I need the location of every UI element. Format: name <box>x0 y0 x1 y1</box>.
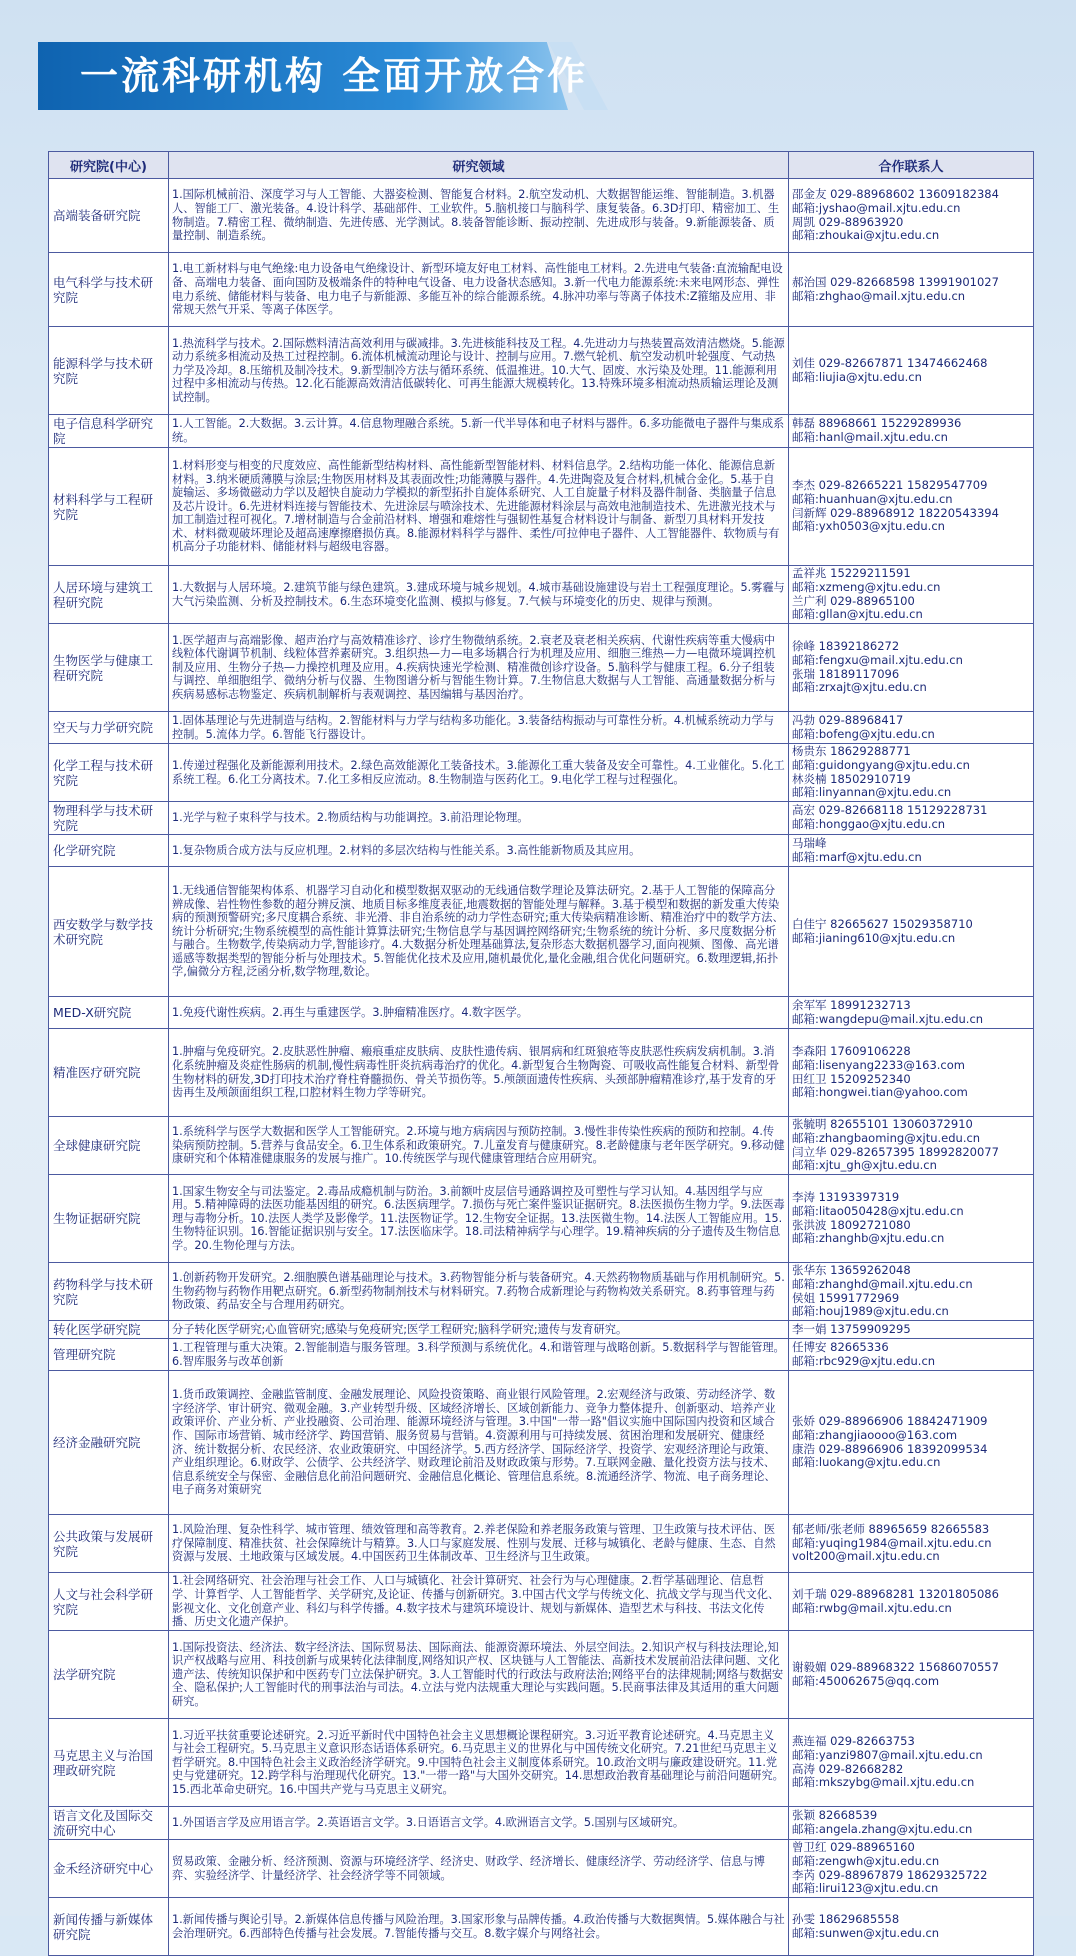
research-fields: 1.国际机械前沿、深度学习与人工智能、大器姿检测、智能复合材料。2.航空发动机、大数据智能运维、智能制造。3.机器人、智能工厂、激光装备。4.设计科学、基础部件、工业软件。5.脑机接口与脑科学、康复装备。6.3D打印、精密加工、生物制造。7.精密工程、微纳制造、先进传感、光学测试。8.装备智能诊断、振动控制、先进成形与装备。9.新能源装备、质量控制、制造系统。 <box>169 179 789 253</box>
contact-info: 孙雯 18629685558 邮箱:sunwen@xjtu.edu.cn <box>789 1898 1034 1956</box>
research-fields: 1.固体基理论与先进制造与结构。2.智能材料与力学与结构多功能化。3.装备结构振动与可靠性分析。4.机械系统动力学与控制。5.流体力学。6.智能飞行器设计。 <box>169 712 789 744</box>
table-row <box>49 1263 1034 1321</box>
institute-name: 人文与社会科学研究院 <box>49 1573 169 1631</box>
research-fields: 1.系统科学与医学大数据和医学人工智能研究。2.环境与地方病病因与预防控制。3.慢性非传染性疾病的预防和控制。4.传染病预防控制。5.营养与食品安全。6.卫生体系和政策研究。7.儿童发育与健康研究。8.老龄健康与老年医学研究。9.移动健康研究和个体精准健康服务的发展与推广。10.传统医学与现代健康管理结合应用研究。 <box>169 1117 789 1175</box>
institutes-table <box>48 151 1034 1956</box>
header-contact: 合作联系人 <box>789 152 1034 179</box>
institute-name: 西安数学与数学技术研究院 <box>49 867 169 997</box>
header-institute: 研究院(中心) <box>49 152 169 179</box>
contact-info: 张颖 82668539 邮箱:angela.zhang@xjtu.edu.cn <box>789 1807 1034 1840</box>
table-row <box>49 1807 1034 1840</box>
research-fields: 1.习近平扶贫重要论述研究。2.习近平新时代中国特色社会主义思想概论课程研究。3.习近平教育论述研究。4.马克思主义与社会工程研究。5.马克思主义意识形态话语体系研究。6.马克思主义的世界化与中国传统文化研究。7.21世纪马克思主义哲学研究。8.中国特色社会主义政治经济学研究。9.中国特色社会主义制度体系研究。10.政治文明与廉政建设研究。11.党史与党建研究。12.跨学科与治理现代化研究。13."一带一路"与大国外交研究。14.思想政治教育基础理论与前沿问题研究。15.西北革命史研究。16.中国共产党与马克思主义研究。 <box>169 1719 789 1807</box>
research-fields: 1.新闻传播与舆论引导。2.新媒体信息传播与风险治理。3.国家形象与品牌传播。4.政治传播与大数据舆情。5.媒体融合与社会治理研究。6.西部特色传播与社会发展。7.智能传播与交互。8.数字媒介与网络社会。 <box>169 1898 789 1956</box>
table-row <box>49 1719 1034 1807</box>
research-fields: 1.无线通信智能架构体系、机器学习自动化和模型数据双驱动的无线通信数学理论及算法研究。2.基于人工智能的保障高分辨成像、岩性物性参数的超分辨反演、地质目标多维度表征,地震数据的智能处理与解释。3.基于模型和数据的新发重大传染病的预测预警研究;多尺度耦合系统、非光滑、非自治系统的动力学性态研究;重大传染病精准诊断、精准治疗中的数学方法、统计分析研究;生物系统模型的高性能计算算法研究;生物信息学与基因调控网络研究;生物系统的统计分析、多尺度数据分析与融合。生物数学,传染病动力学,智能诊疗。4.大数据分析处理基础算法,复杂形态大数据机器学习,面向视频、图像、高光谱遥感等数据类型的智能分析与处理技术。5.智能优化技术及应用,随机最优化,量化金融,组合优化问题研究。6.数理逻辑,拓扑学,偏微分方程,泛函分析,数学物理,数论。 <box>169 867 789 997</box>
research-fields: 1.风险治理、复杂性科学、城市管理、绩效管理和高等教育。2.养老保险和养老服务政策与管理、卫生政策与技术评估、医疗保障制度、精准扶贫、社会保障统计与精算。3.人口与家庭发展、性别与发展、迁移与城镇化、老龄与健康、生态、自然资源与发展、土地政策与区域发展。4.中国医药卫生体制改革、卫生经济与卫生政策。 <box>169 1515 789 1573</box>
institute-name: MED-X研究院 <box>49 997 169 1029</box>
table-row <box>49 1029 1034 1117</box>
research-fields: 1.社会网络研究、社会治理与社会工作、人口与城镇化、社会计算研究、社会行为与心理健康。2.哲学基础理论、信息哲学、计算哲学、人工智能哲学、关学研究,及论证、传播与创新研究。3.中国古代文学与传统文化、抗战文学与现当代文化、影视文化、文化创意产业、科幻与科学传播。4.数字技术与建筑环境设计、规划与新媒体、造型艺术与科技、书法文化传播、历史文化遗产保护。 <box>169 1573 789 1631</box>
contact-info: 余军军 18991232713 邮箱:wangdepu@mail.xjtu.edu.cn <box>789 997 1034 1029</box>
institute-name: 生物医学与健康工程研究院 <box>49 624 169 712</box>
table-row <box>49 624 1034 712</box>
table-row <box>49 1371 1034 1515</box>
institute-name: 能源科学与技术研究院 <box>49 327 169 415</box>
institute-name: 精准医疗研究院 <box>49 1029 169 1117</box>
contact-info: 杨贵东 18629288771 邮箱:guidongyang@xjtu.edu.cn 林炎楠 18502910719 邮箱:linyannan@xjtu.edu.cn <box>789 744 1034 802</box>
contact-info: 李杰 029-82665221 15829547709 邮箱:huanhuan@xjtu.edu.cn 闫新辉 029-88968912 18220543394 邮箱:yxh0503@xjtu.edu.cn <box>789 448 1034 566</box>
contact-info: 张华东 13659262048 邮箱:zhanghd@mail.xjtu.edu.cn 侯姐 15991772969 邮箱:houj1989@xjtu.edu.cn <box>789 1263 1034 1321</box>
research-fields: 1.复杂物质合成方法与反应机理。2.材料的多层次结构与性能关系。3.高性能新物质及其应用。 <box>169 835 789 867</box>
institute-name: 高端装备研究院 <box>49 179 169 253</box>
institute-name: 化学工程与技术研究院 <box>49 744 169 802</box>
page-title: 一流科研机构 全面开放合作 <box>80 54 589 98</box>
table-row <box>49 1840 1034 1898</box>
table-row <box>49 1631 1034 1719</box>
research-fields: 贸易政策、金融分析、经济预测、资源与环境经济学、经济史、财政学、经济增长、健康经济学、劳动经济学、信息与博弈、实验经济学、计量经济学、社会经济学等不同领域。 <box>169 1840 789 1898</box>
table-body <box>49 179 1034 1956</box>
institute-name: 公共政策与发展研究院 <box>49 1515 169 1573</box>
institute-name: 金禾经济研究中心 <box>49 1840 169 1898</box>
table-row <box>49 744 1034 802</box>
research-fields: 1.医学超声与高端影像、超声治疗与高效精准诊疗、诊疗生物微纳系统。2.衰老及衰老相关疾病、代谢性疾病等重大慢病中线粒体代谢调节机制、线粒体营养素研究。3.组织热—力—电多场耦合行为机理及应用、细胞三维热—力—电微环境调控机制及应用、生物分子热—力操控机理及应用。4.疾病快速光学检测、精准微创诊疗设备。5.脑科学与健康工程。6.分子组装与调控、单细胞组学、微纳分析与仪器、生物图谱分析与智能生物计算。7.生物信息大数据与人工智能、高通量数据分析与疾病易感标志物鉴定、疾病机制解析与表观调控、基因编辑与基因治疗。 <box>169 624 789 712</box>
institute-name: 药物科学与技术研究院 <box>49 1263 169 1321</box>
institute-name: 电子信息科学研究院 <box>49 415 169 448</box>
table-row <box>49 1898 1034 1956</box>
institute-name: 电气科学与技术研究院 <box>49 253 169 327</box>
table-header-row <box>49 152 1034 179</box>
institute-name: 人居环境与建筑工程研究院 <box>49 566 169 624</box>
contact-info: 冯勃 029-88968417 邮箱:bofeng@xjtu.edu.cn <box>789 712 1034 744</box>
table-row <box>49 253 1034 327</box>
institutes-table-container <box>48 151 1033 1956</box>
contact-info: 曾卫红 029-88965160 邮箱:zengwh@xjtu.edu.cn 李芮 029-88967879 18629325722 邮箱:lirui123@xjtu.edu.cn <box>789 1840 1034 1898</box>
contact-info: 郝治国 029-82668598 13991901027 邮箱:zhghao@mail.xjtu.edu.cn <box>789 253 1034 327</box>
research-fields: 1.货币政策调控、金融监管制度、金融发展理论、风险投资策略、商业银行风险管理。2.宏观经济与政策、劳动经济学、数字经济学、审计研究、微观金融。3.产业转型升级、区域经济增长、区域创新能力、竞争力整体提升、创新驱动、培养产业政策评价、产业分析、产业投融资、公司治理、能源环境经济与管理。3.中国"一带一路"倡议实施中国际国内投资和区域合作、国际市场营销、城市经济学、跨国营销、服务贸易与营销。4.资源利用与可持续发展、贫困治理和发展研究、健康经济、统计数据分析、农民经济、农业政策研究、中国经济学。5.西方经济学、国际经济学、投资学、宏观经济理论与政策、产业组织理论。6.财政学、公债学、公共经济学、财政理论前沿及财政政策与形势。7.互联网金融、量化投资方法与技术、信息系统安全与保密、金融信息化前沿问题研究、金融信息化概论、管理信息系统。8.流通经济学、物流、电子商务理论、电子商务对策研究 <box>169 1371 789 1515</box>
institute-name: 马克思主义与治国理政研究院 <box>49 1719 169 1807</box>
research-fields: 1.大数据与人居环境。2.建筑节能与绿色建筑。3.建成环境与城乡规划。4.城市基础设施建设与岩土工程强度理论。5.雾霾与大气污染监测、分析及控制技术。6.生态环境变化监测、模拟与修复。7.气候与环境变化的历史、规律与预测。 <box>169 566 789 624</box>
institute-name: 空天与力学研究院 <box>49 712 169 744</box>
institute-name: 材料科学与工程研究院 <box>49 448 169 566</box>
research-fields: 1.创新药物开发研究。2.细胞膜色谱基础理论与技术。3.药物智能分析与装备研究。4.天然药物物质基础与作用机制研究。5.生物药物与药物作用靶点研究。6.新型药物制剂技术与材料研究。7.药物合成新理论与药物构效关系研究。8.药事管理与药物政策、药品安全与合理用药研究。 <box>169 1263 789 1321</box>
institute-name: 新闻传播与新媒体研究院 <box>49 1898 169 1956</box>
contact-info: 谢毅媚 029-88968322 15686070557 邮箱:450062675@qq.com <box>789 1631 1034 1719</box>
contact-info: 白佳宁 82665627 15029358710 邮箱:jianing610@xjtu.edu.cn <box>789 867 1034 997</box>
contact-info: 任博安 82665336 邮箱:rbc929@xjtu.edu.cn <box>789 1339 1034 1371</box>
contact-info: 马瑞峰 邮箱:marf@xjtu.edu.cn <box>789 835 1034 867</box>
table-row <box>49 448 1034 566</box>
institute-name: 法学研究院 <box>49 1631 169 1719</box>
research-fields: 1.人工智能。2.大数据。3.云计算。4.信息物理融合系统。5.新一代半导体和电子材料与器件。6.多功能微电子器件与集成系统。 <box>169 415 789 448</box>
table-row <box>49 179 1034 253</box>
institute-name: 全球健康研究院 <box>49 1117 169 1175</box>
research-fields: 1.外国语言学及应用语言学。2.英语语言文学。3.日语语言文学。4.欧洲语言文学。5.国别与区域研究。 <box>169 1807 789 1840</box>
contact-info: 邵金友 029-88968602 13609182384 邮箱:jyshao@mail.xjtu.edu.cn 周凯 029-88963920 邮箱:zhoukai@xjtu.edu.cn <box>789 179 1034 253</box>
table-row <box>49 1175 1034 1263</box>
research-fields: 1.国际投资法、经济法、数字经济法、国际贸易法、国际商法、能源资源环境法、外层空间法。2.知识产权与科技法理论,知识产权战略与应用、科技创新与成果转化法律制度,网络知识产权、区块链与人工智能法、高新技术发展前沿法律问题、文化遗产法、传统知识保护和中医药专门立法保护研究。3.人工智能时代的行政法与政府法治;网络平台的法律规制;网络与数据安全、隐私保护;人工智能时代的刑事法治与司法。4.立法与党内法规重大理论与实践问题。5.民商事法律及其适用的重大问题研究。 <box>169 1631 789 1719</box>
table-row <box>49 802 1034 835</box>
research-fields: 1.免疫代谢性疾病。2.再生与重建医学。3.肿瘤精准医疗。4.数字医学。 <box>169 997 789 1029</box>
table-row <box>49 327 1034 415</box>
research-fields: 分子转化医学研究;心血管研究;感染与免疫研究;医学工程研究;脑科学研究;遗传与发育研究。 <box>169 1321 789 1339</box>
table-row <box>49 1339 1034 1371</box>
header-research-fields: 研究领域 <box>169 152 789 179</box>
institute-name: 语言文化及国际交流研究中心 <box>49 1807 169 1840</box>
contact-info: 徐峰 18392186272 邮箱:fengxu@mail.xjtu.edu.cn 张瑞 18189117096 邮箱:zrxajt@xjtu.edu.cn <box>789 624 1034 712</box>
institute-name: 化学研究院 <box>49 835 169 867</box>
research-fields: 1.热流科学与技术。2.国际燃料清洁高效利用与碳减排。3.先进核能科技及工程。4.先进动力与热装置高效清洁燃烧。5.能源动力系统多相流动及热工过程控制。6.流体机械流动理论与设计、控制与应用。7.燃气轮机、航空发动机叶轮强度、气动热力学及冷却。8.压缩机及制冷技术。9.新型制冷方法与循环系统、低温推进。10.大气、固废、水污染及处理。11.能源利用过程中多相流动与传热。12.化石能源高效清洁低碳转化、可再生能源大规模转化。13.特殊环境多相流动热质输运理论及测试控制。 <box>169 327 789 415</box>
table-row <box>49 1573 1034 1631</box>
research-fields: 1.肿瘤与免疫研究。2.皮肤恶性肿瘤、瘢痕重症皮肤病、皮肤性遗传病、银屑病和红斑狼疮等皮肤恶性疾病发病机制。3.消化系统肿瘤及炎症性肠病的机制,慢性病毒性肝炎抗病毒治疗的优化。4.新型复合生物陶瓷、可吸收高性能复合材料、新型骨生物材料的研发,3D打印技术治疗脊柱脊髓损伤、骨关节损伤等。5.颅颌面遗传性疾病、头颈部肿瘤精准诊疗,基于发育的牙齿再生及颅颌面组织工程,口腔材料生物力学等研究。 <box>169 1029 789 1117</box>
institute-name: 物理科学与技术研究院 <box>49 802 169 835</box>
contact-info: 韩磊 88968661 15229289936 邮箱:hanl@mail.xjtu.edu.cn <box>789 415 1034 448</box>
institute-name: 生物证据研究院 <box>49 1175 169 1263</box>
institute-name: 经济金融研究院 <box>49 1371 169 1515</box>
contact-info: 郁老师/张老师 88965659 82665583 邮箱:yuqing1984@mail.xjtu.edu.cn volt200@mail.xjtu.edu.cn <box>789 1515 1034 1573</box>
table-row <box>49 712 1034 744</box>
research-fields: 1.电工新材料与电气绝缘:电力设备电气绝缘设计、新型环境友好电工材料、高性能电工材料。2.先进电气装备:直流输配电设备、高端电力装备、面向国防及极端条件的特种电气设备、电力设备状态感知。3.新一代电力能源系统:未来电网形态、弹性电力系统、储能材料与装备、电力电子与新能源、多能互补的综合能源系统。4.脉冲功率与等离子体技术:Z箍缩及应用、非常规天然气开采、等离子体医学。 <box>169 253 789 327</box>
research-fields: 1.光学与粒子束科学与技术。2.物质结构与功能调控。3.前沿理论物理。 <box>169 802 789 835</box>
table-row <box>49 1321 1034 1339</box>
contact-info: 李森阳 17609106228 邮箱:lisenyang2233@163.com 田红卫 15209252340 邮箱:hongwei.tian@yahoo.com <box>789 1029 1034 1117</box>
table-row <box>49 997 1034 1029</box>
institute-name: 转化医学研究院 <box>49 1321 169 1339</box>
institute-name: 管理研究院 <box>49 1339 169 1371</box>
table-row <box>49 835 1034 867</box>
contact-info: 李涛 13193397319 邮箱:litao050428@xjtu.edu.cn 张洪波 18092721080 邮箱:zhanghb@xjtu.edu.cn <box>789 1175 1034 1263</box>
table-row <box>49 566 1034 624</box>
contact-info: 张毓明 82655101 13060372910 邮箱:zhangbaoming@xjtu.edu.cn 闫立华 029-82657395 18992820077 邮箱:xjtu_gh@xjtu.edu.cn <box>789 1117 1034 1175</box>
table-row <box>49 415 1034 448</box>
research-fields: 1.传递过程强化及新能源利用技术。2.绿色高效能源化工装备技术。3.能源化工重大装备及安全可靠性。4.工业催化。5.化工系统工程。6.化工分离技术。7.化工多相反应流动。8.生物制造与医药化工。9.电化学工程与过程强化。 <box>169 744 789 802</box>
research-fields: 1.材料形变与相变的尺度效应、高性能新型结构材料、高性能新型智能材料、材料信息学。2.结构功能一体化、能源信息新材料。3.纳米硬质薄膜与涂层;生物医用材料及其表面改性;功能薄膜与器件。4.先进陶瓷及复合材料,机械合金化。5.基于自旋输运、多场微磁动力学以及超快自旋动力学模拟的新型拓扑自旋体系研究、人工自旋量子材料及器件制备、类脑量子信息及芯片设计。6.先进材料连接与智能技术、先进涂层与喷涂技术、先进能源材料涂层与高效电池制造技术、先进激光技术与加工制造过程可视化。7.增材制造与合金前沿材料、增强和难熔性与强韧性基复合材料设计与制备、新型刀具材料开发技术、材料微观破坏理论及超高速摩擦磨损仿真。8.能源材料科学与器件、柔性/可拉伸电子器件、人工智能器件、软物质与有机高分子功能材料、储能材料与超级电容器。 <box>169 448 789 566</box>
contact-info: 高宏 029-82668118 15129228731 邮箱:honggao@xjtu.edu.cn <box>789 802 1034 835</box>
contact-info: 燕连福 029-82663753 邮箱:yanzi9807@mail.xjtu.edu.cn 高涛 029-82668282 邮箱:mkszybg@mail.xjtu.edu.cn <box>789 1719 1034 1807</box>
table-row <box>49 867 1034 997</box>
table-row <box>49 1117 1034 1175</box>
contact-info: 李一娟 13759909295 <box>789 1321 1034 1339</box>
contact-info: 张娇 029-88966906 18842471909 邮箱:zhangjiaoooo@163.com 康浩 029-88966906 18392099534 邮箱:luokang@xjtu.edu.cn <box>789 1371 1034 1515</box>
table-row <box>49 1515 1034 1573</box>
research-fields: 1.国家生物安全与司法鉴定。2.毒品成瘾机制与防治。3.前额叶皮层信号通路调控及可塑性与学习认知。4.基因组学与应用。5.精神障碍的法医功能基因组的研究。6.法医病理学。7.损伤与死亡案件鉴识证据研究。8.法医损伤生物力学。9.法医毒理与毒物分析。10.法医人类学及影像学。11.法医物证学。12.生物安全证据。13.法医微生物。14.法医人工智能应用。15.生物特征识别。16.智能证据识别与安全。17.法医临床学。18.司法精神病学与心理学。19.精神疾病的分子遗传及生物信息学。20.生物伦理与方法。 <box>169 1175 789 1263</box>
contact-info: 刘佳 029-82667871 13474662468 邮箱:liujia@xjtu.edu.cn <box>789 327 1034 415</box>
contact-info: 孟祥兆 15229211591 邮箱:xzmeng@xjtu.edu.cn 兰广利 029-88965100 邮箱:gllan@xjtu.edu.cn <box>789 566 1034 624</box>
research-fields: 1.工程管理与重大决策。2.智能制造与服务管理。3.科学预测与系统优化。4.和谐管理与战略创新。5.数据科学与智能管理。6.智库服务与改革创新 <box>169 1339 789 1371</box>
contact-info: 刘千瑞 029-88968281 13201805086 邮箱:rwbg@mail.xjtu.edu.cn <box>789 1573 1034 1631</box>
